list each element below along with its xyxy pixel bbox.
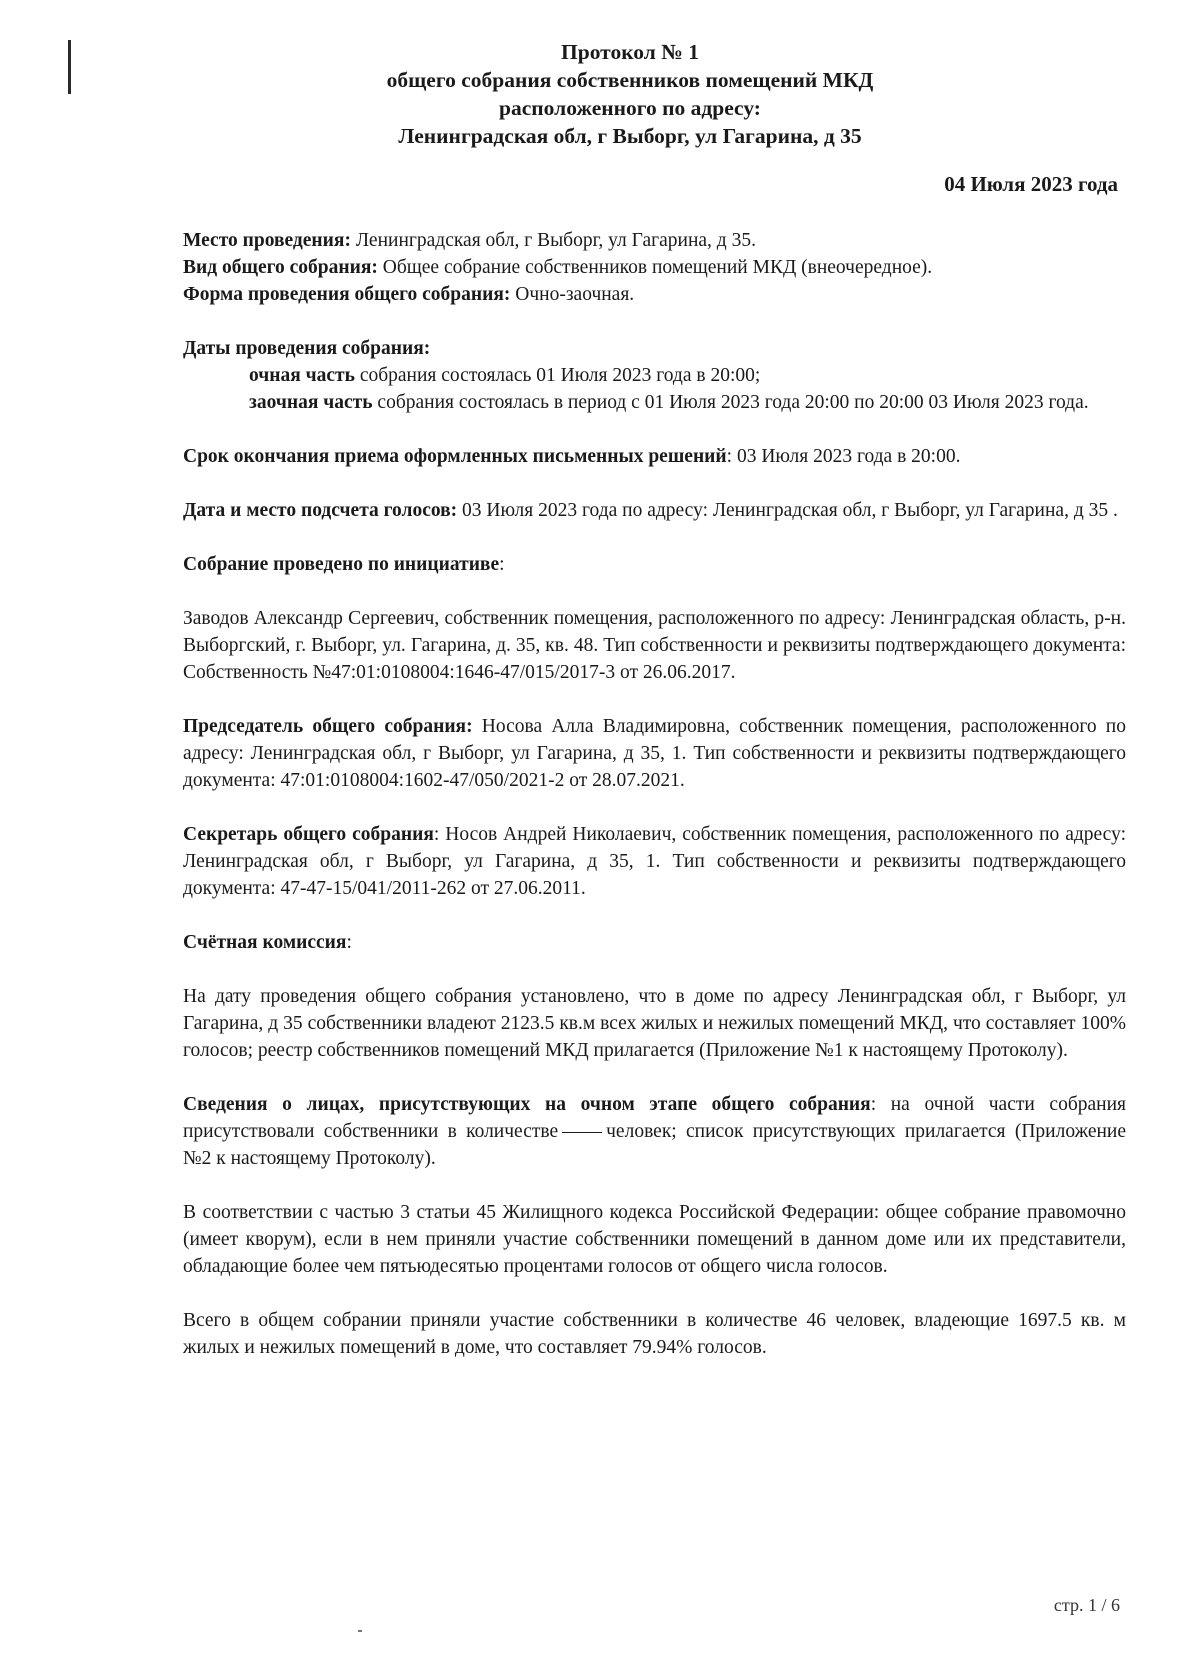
chairman-paragraph — [183, 713, 1126, 794]
secretary-paragraph — [183, 821, 1126, 902]
quorum-rule-paragraph: В соответствии с частью 3 статьи 45 Жилищного кодекса Российской Федерации: общее собрание правомочно (имеет кворум), если в нем приняли участие собственники помещений в данном доме или их представители, обладающие более чем пятьюдесятью процентами голосов от общего числа голосов. — [183, 1202, 1126, 1277]
page-number: стр. 1 / 6 — [1053, 1595, 1120, 1615]
header-address: Ленинградская обл, г Выборг, ул Гагарина, д 35 — [398, 124, 862, 148]
deadline-value: : 03 Июля 2023 года в 20:00. — [726, 446, 961, 467]
attendees-paragraph: Сведения о лицах, присутствующих на очном этапе общего собрания: на очной части собрания присутствовали собственники в количестве человек; список присутствующих прилагается (Приложение №2 к настоящему Протоколу). — [183, 1094, 1126, 1169]
scan-speck — [358, 1630, 362, 1632]
scan-margin-mark — [68, 40, 71, 94]
document-body — [183, 227, 1126, 1361]
kind-value: Общее собрание собственников помещений МКД (внеочередное). — [377, 257, 933, 278]
participation-paragraph: Всего в общем собрании приняли участие собственники в количестве 46 человек, владеющие 1697.5 кв. м жилых и нежилых помещений в доме, что составляет 79.94% голосов. — [183, 1310, 1126, 1358]
initiative-text: Заводов Александр Сергеевич, собственник помещения, расположенного по адресу: Ленинградская область, р-н. Выборгский, г. Выборг, ул. Гагарина, д. 35, кв. 48. Тип собственности и реквизиты подтверждающего документа: Собственность №47:01:0108004:1646-47/015/2017-3 от 26.06.2017. — [183, 608, 1126, 683]
dates-parttime: заочная часть собрания состоялась в период с 01 Июля 2023 года 20:00 по 20:00 03 Июля 2023 года. — [249, 392, 1089, 413]
count-value: 03 Июля 2023 года по адресу: Ленинградская обл, г Выборг, ул Гагарина, д 35 . — [457, 500, 1118, 521]
document-header — [180, 38, 1080, 150]
place-line — [183, 227, 1126, 254]
place-value: Ленинградская обл, г Выборг, ул Гагарина, д 35. — [350, 230, 756, 251]
commission-heading: Счётная комиссия: — [183, 932, 352, 953]
place-label: Место проведения: — [183, 230, 351, 251]
kind-label: Вид общего собрания: — [183, 257, 378, 278]
dates-heading: Даты проведения собрания: — [183, 338, 431, 359]
ownership-paragraph: На дату проведения общего собрания установлено, что в доме по адресу Ленинградская обл, г Выборг, ул Гагарина, д 35 собственники владеют 2123.5 кв.м всех жилых и нежилых помещений МКД, что составляет 100% голосов; реестр собственников помещений МКД прилагается (Приложение №1 к настоящему Протоколу). — [183, 986, 1126, 1061]
secretary-value: : Носов Андрей Николаевич, собственник помещения, расположенного по адресу: Ленинградская обл, г Выборг, ул Гагарина, д 35, 1. Тип собственности и реквизиты подтверждающего документа: 47-47-15/041/2011-262 от 27.06.2011. — [183, 824, 1126, 899]
header-address-label: расположенного по адресу: — [499, 96, 761, 120]
header-title: Протокол № 1 — [561, 40, 699, 64]
form-label: Форма проведения общего собрания: — [183, 284, 511, 305]
kind-line — [183, 254, 1126, 281]
deadline-label: Срок окончания приема оформленных письменных решений — [183, 446, 727, 467]
dates-fulltime: очная часть собрания состоялась 01 Июля 2023 года в 20:00; — [249, 365, 761, 386]
attendees-count-blank — [562, 1132, 602, 1133]
document-date: 04 Июля 2023 года — [944, 172, 1118, 196]
chairman-value: Носова Алла Владимировна, собственник помещения, расположенного по адресу: Ленинградская обл, г Выборг, ул Гагарина, д 35, 1. Тип собственности и реквизиты подтверждающего документа: 47:01:0108004:1602-47/050/2021-2 от 28.07.2021. — [183, 716, 1126, 791]
attendees-label: Сведения о лицах, присутствующих на очном этапе общего собрания — [183, 1094, 871, 1115]
deadline-line — [183, 443, 1126, 470]
form-value: Очно-заочная. — [510, 284, 635, 305]
secretary-label: Секретарь общего собрания — [183, 824, 434, 845]
chairman-label: Председатель общего собрания: — [183, 716, 473, 737]
count-label: Дата и место подсчета голосов: — [183, 500, 458, 521]
count-line — [183, 497, 1126, 524]
header-subtitle: общего собрания собственников помещений МКД — [386, 68, 874, 92]
form-line — [183, 281, 1126, 308]
initiative-heading: Собрание проведено по инициативе: — [183, 554, 505, 575]
